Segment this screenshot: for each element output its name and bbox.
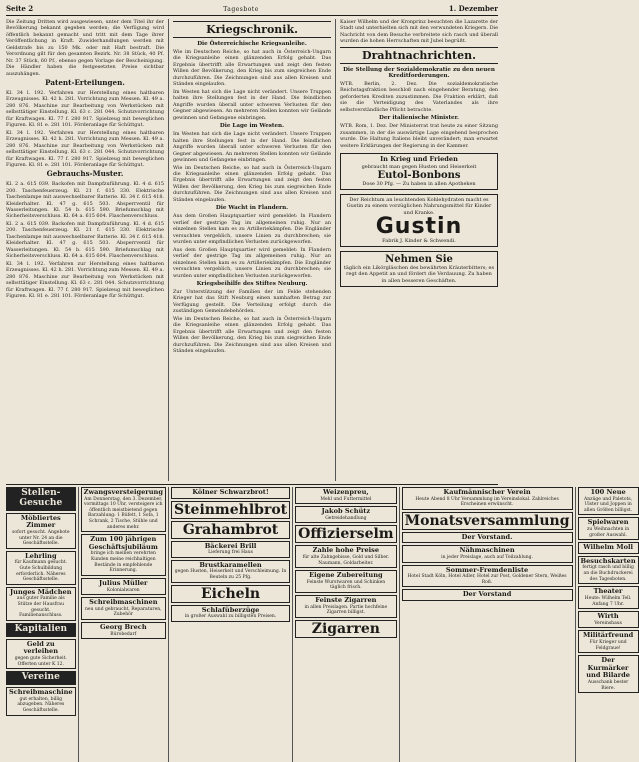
- ad-text: Der Reichtum an leuchtenden Kohlehydraten macht es Gustin zu einem vorzüglichen Nahrungsmittel für Kinder und Kranke.: [346, 197, 492, 216]
- classified-ad: [295, 570, 396, 593]
- page-date: 1. Dezember: [448, 4, 498, 13]
- article-text: Kl. 34 l. 192. Verfahren zur Herstellung eines haltbaren Erzeugnisses. Kl. 42 h. 281. Vorrichtung zum Messen. Kl. 49 a. 280 876. Maschine zur Bearbeitung von Werkstücken mit selbsttätiger Einstellung. Kl. 63 c. 281 044. Schutzvorrichtung für Kraftwagen. Kl. 77 f. 280 917. Spielzeug mit beweglichen Figuren. Kl. 81 e. 281 101. Förderanlage für Schüttgut.: [6, 89, 164, 129]
- ad-text: für Kaufmann gesucht. Gute Schulbildung erforderlich. Näheres Geschäftsstelle.: [14, 560, 67, 583]
- article-text: Wie im Deutschen Reiche, so hat auch in Österreich-Ungarn die Kriegsanleihe einen glänzenden Erfolg gehabt. Das Ergebnis übertrifft alle Erwartungen und zeigt den festen Willen der Bevölkerung, den Krieg bis zum siegreichen Ende durchzuführen. Die Zeichnungen sind aus allen Kreisen und Ständen eingelaufen.: [173, 315, 331, 355]
- ad-title: Spielwaren: [587, 518, 629, 527]
- ad-text: Heute Abend 8 Uhr Versammlung im Vereinslokal. Zahlreiches Erscheinen erwünscht.: [415, 496, 559, 508]
- ad-text: neu und gebraucht, Reparaturen, Zubehör: [85, 606, 162, 618]
- classified-ads: [6, 484, 636, 762]
- ad-text: täglich ein Likörgläschen des bewährten Kräuterbitters; es regt den Appetit an und fördert die Verdauung. Zu haben in allen besseren Geschäften.: [343, 265, 495, 284]
- ad-column-2: [78, 487, 168, 762]
- ad-text: gut erhalten, billig abzugeben. Näheres Geschäftsstelle.: [17, 696, 65, 713]
- kriegschronik-title: Kriegschronik.: [173, 21, 331, 38]
- ad-title: Bäckerei Brill: [204, 541, 257, 550]
- ad-title: Militärfreund: [582, 631, 634, 640]
- classified-ad: [402, 512, 573, 530]
- article-text: Kaiser Wilhelm und der Kronprinz besuchten die Lazarette der Stadt und unterhielten sich mit den verwundeten Kriegern. Die Nachricht von dem Besuche verbreitete sich rasch und überall wurden die hohen Herrschaften mit Jubel begrüßt.: [340, 19, 498, 45]
- ad-text: Anzüge und Paletots, Ulster und Joppen in allen Größen billigst.: [584, 496, 633, 513]
- ad-text: Ausschank bester Biere.: [587, 679, 629, 691]
- ad-title: Sommer-Fremdenliste: [445, 565, 529, 574]
- ad-headline: Monatsversammlung: [404, 512, 570, 529]
- ad-title: Schreibmaschine: [9, 688, 73, 697]
- classified-ad: [171, 487, 290, 499]
- classified-ad: [81, 578, 166, 595]
- article-text: Wie im Deutschen Reiche, so hat auch in Österreich-Ungarn die Kriegsanleihe einen glänzenden Erfolg gehabt. Das Ergebnis übertrifft alle Erwartungen und zeigt den festen Willen der Bevölkerung, den Krieg bis zum siegreichen Ende durchzuführen. Die Zeichnungen sind aus allen Kreisen und Ständen eingelaufen.: [173, 164, 331, 203]
- ad-headline: Offizierselm: [298, 526, 394, 543]
- ad-title: Zahle hohe Preise: [312, 546, 380, 555]
- ad-headline: In Krieg und Frieden: [380, 155, 458, 164]
- classified-ad: [295, 525, 396, 543]
- ad-title: Der Vorstand: [462, 590, 512, 599]
- ad-headline: Nehmen Sie: [385, 254, 453, 266]
- ad-text: Feinste Wurstwaren und Schinken täglich frisch.: [306, 579, 386, 591]
- ad-title: Kaufmännischer Verein: [443, 488, 531, 496]
- ad-text: gegen Husten, Heiserkeit und Verschleimung. In Beuteln zu 25 Pfg.: [174, 569, 287, 580]
- ad-title: Jakob Schütz: [321, 507, 371, 516]
- ad-text: in jeder Preislage, auch auf Teilzahlung.: [441, 554, 533, 560]
- classified-ad: [578, 556, 639, 584]
- ad-title: Brustkaramellen: [199, 560, 262, 569]
- section-title: Patent-Erteilungen.: [45, 78, 125, 88]
- ad-column-5: [399, 487, 575, 762]
- classified-ad: [171, 521, 290, 539]
- masthead: Tagesbote: [223, 6, 259, 13]
- classified-ad: [6, 623, 76, 637]
- ad-headline: Grahambrot: [182, 521, 279, 538]
- classified-ad: [578, 655, 639, 693]
- classified-ad: [81, 487, 166, 532]
- article-text: Aus dem Großen Hauptquartier wird gemeldet: In Flandern verlief der gestrige Tag im allgemeinen ruhig. Nur an einzelnen Stellen kam es zu Artilleriekämpfen. Die Engländer versuchten vergeblich, unsere Linien zu durchbrechen; sie wurden unter empfindlichen Verlusten zurückgeworfen.: [173, 213, 331, 246]
- ad-title: Nähmaschinen: [459, 546, 515, 555]
- ad-title: Der Vorstand.: [461, 532, 513, 541]
- ad-text: Am Donnerstag, den 3. Dezember, vormittags 10 Uhr, versteigere ich öffentlich meistbietend gegen Barzahlung: 1 Büfett, 1 Sofa, 1 Schrank, 2 Tische, Stühle und anderes mehr.: [83, 496, 163, 530]
- classified-ad: [171, 501, 290, 519]
- nehmen-sie-ad: [340, 251, 498, 287]
- classified-ad: [6, 513, 76, 549]
- ad-text: aus guter Familie als Stütze der Hausfrau gesucht. Familienanschluss.: [16, 596, 65, 619]
- article-text: Im Westen hat sich die Lage nicht verändert. Unsere Truppen halten ihre Stellungen fest in der Hand. Die feindlichen Angriffe wurden überall unter schweren Verlusten für den Gegner abgewiesen. An mehreren Stellen konnten wir Gelände gewinnen und Gefangene einbringen.: [173, 88, 331, 121]
- ad-title: Vereine: [21, 672, 60, 683]
- ad-text: sofort gesucht. Angebote unter Nr. 24 an die Geschäftsstelle.: [12, 529, 70, 547]
- gustin-ad: [340, 194, 498, 247]
- classified-ad: [402, 532, 573, 544]
- ad-column-1: [6, 487, 78, 762]
- classified-ad: [402, 487, 573, 510]
- ad-text: bringe ich meinen verehrten Kunden meine reichhaltigen Bestände in empfehlende Erinnerung.: [90, 551, 156, 574]
- classified-ad: [6, 639, 76, 669]
- ad-title: Kapitalien: [14, 623, 68, 634]
- ad-column-4: [292, 487, 398, 762]
- classified-ad: [578, 542, 639, 554]
- ad-text: Dose 30 Pfg. — Zu haben in allen Apotheken: [362, 180, 476, 187]
- ad-product: Eutol-Bonbons: [377, 169, 461, 181]
- ad-text: Bürobedarf: [110, 631, 137, 637]
- ad-title: Eigene Zubereitung: [309, 571, 383, 580]
- drahtnachrichten-title: Drahtnachrichten.: [340, 47, 498, 64]
- article-text: Zur Unterstützung der Familien der im Felde stehenden Krieger hat das Stift Neuburg einen namhaften Betrag zur Verfügung gestellt. Die Verteilung erfolgt durch die zuständigen Gemeindebehörden.: [173, 289, 331, 315]
- ad-text: für alte Zahngebisse, Gold und Silber. Naumann, Goldarbeiter.: [302, 554, 390, 566]
- article-text: WTB. Rom, 1. Dez. Der Ministerrat trat heute zu einer Sitzung zusammen, in der die auswärtige Lage eingehend besprochen wurde. Die Haltung Italiens bleibt unverändert; man erwartet weitere Erklärungen der Regierung in der Kammer.: [340, 123, 498, 149]
- classified-ad: [295, 620, 396, 638]
- ad-title: Besuchskarten: [580, 556, 636, 565]
- ad-text: Heute: Wilhelm Tell. Anfang 7 Uhr.: [584, 595, 632, 607]
- ad-text: Lieferung frei Haus: [208, 550, 253, 556]
- ad-column-3: [168, 487, 292, 762]
- classified-ad: [6, 551, 76, 585]
- ad-title: Stellen-Gesuche: [19, 488, 63, 508]
- ad-title: Georg Brech: [99, 623, 147, 632]
- classified-ad: [6, 487, 76, 511]
- classified-ad: [6, 587, 76, 621]
- classified-ad: [295, 595, 396, 618]
- article-text: Kl. 2 a. 615 039. Backofen mit Dampfzuführung. Kl. 4 d. 615 200. Taschenfeuerzeug. Kl. 21 f. 615 330. Elektrische Taschenlampe mit auswechselbarer Batterie. Kl. 34 f. 615 418. Kleiderhalter. Kl. 47 g. 615 503. Absperrventil für Wasserleitungen. Kl. 54 b. 615 590. Briefumschlag mit Sicherheitsverschluss. Kl. 64 a. 615 604. Flaschenverschluss.: [6, 220, 164, 260]
- ad-text: in allen Preislagen. Partie hochfeine Zigarren billigst.: [304, 604, 388, 616]
- ad-title: Schreibmaschinen: [89, 598, 158, 607]
- page-header: [6, 4, 498, 16]
- classified-ad: [578, 586, 639, 609]
- classified-ad: [6, 687, 76, 715]
- ad-text: zu Weihnachten in großer Auswahl.: [587, 527, 630, 538]
- classified-ad: [402, 545, 573, 562]
- ad-maker: Fabrik J. Kinder & Schwendi.: [382, 237, 456, 244]
- ad-title: Kölner Schwarzbrot!: [192, 488, 269, 496]
- article-heading: Die Lage im Westen.: [219, 123, 285, 130]
- classified-ad: [295, 545, 396, 568]
- classified-ad: [578, 517, 639, 540]
- classified-ad: [295, 487, 396, 504]
- ad-title: Wilhelm Moll: [583, 543, 633, 552]
- classified-ad: [81, 534, 166, 576]
- ad-title: Theater: [593, 587, 623, 596]
- classified-ad: [81, 597, 166, 620]
- ad-text: Mehl und Futtermittel: [320, 496, 372, 502]
- ad-title: Schlafüberzüge: [201, 605, 260, 614]
- ad-title: Feinste Zigarren: [315, 596, 377, 605]
- eutol-ad: [340, 153, 498, 190]
- article-heading: Die Stellung der Sozialdemokratie zu den neuen Kreditforderungen.: [343, 66, 495, 79]
- ad-title: Julius Müller: [99, 578, 148, 587]
- classified-ad: [171, 585, 290, 603]
- classified-ad: [578, 630, 639, 653]
- classified-ad: [171, 560, 290, 583]
- ad-text: Für Krieger und Feldgraue!: [589, 639, 627, 651]
- article-heading: Kriegsbeihilfe des Stiftes Neuburg.: [196, 281, 308, 287]
- ad-title: Möbliertes Zimmer: [20, 513, 61, 530]
- ad-headline: Steinmehlbrot: [173, 501, 288, 518]
- page-number: Seite 2: [6, 4, 34, 13]
- ad-headline: Zigarren: [311, 620, 380, 637]
- ad-title: Geld zu verleihen: [23, 639, 59, 656]
- article-heading: Der italienische Minister.: [379, 115, 459, 122]
- article-text: Aus dem Großen Hauptquartier wird gemeldet: In Flandern verlief der gestrige Tag im allgemeinen ruhig. Nur an einzelnen Stellen kam es zu Artilleriekämpfen. Die Engländer versuchten vergeblich, unsere Linien zu durchbrechen; sie wurden unter empfindlichen Verlusten zurückgeworfen.: [173, 246, 331, 279]
- column-3: [335, 19, 498, 481]
- article-text: Die Zeitung Dritten wird ausgewiesen, unter dem Titel ihr der Bevölkerung bekannt gegeben werden; die Verfügung wird öffentlich bekannt gemacht und tritt mit dem Tage ihrer Veröffentlichung in Kraft. Zuwiderhandlungen werden mit Geldstrafe bis zu 150 Mk. oder mit Haft bestraft. Die Verordnung gilt für den gesamten Bezirk. Nr. 38 Stück, 40 Pf. Nr. 37 Stück, 60 Pf., ebenso gegen Vorlage der Bescheinigung. Die Händler haben die festgesetzten Preise sichtbar auszuhängen.: [6, 19, 164, 77]
- ad-column-6: [575, 487, 639, 762]
- column-1: [6, 19, 168, 481]
- ad-title: Lehrling: [25, 551, 57, 560]
- article-heading: Die Österreichische Kriegsanleihe.: [197, 41, 307, 47]
- ad-text: Vereinshaus: [594, 620, 622, 626]
- main-columns: [6, 19, 498, 481]
- ad-title: Zwangsversteigerung: [83, 488, 163, 496]
- article-text: Kl. 2 a. 615 039. Backofen mit Dampfzuführung. Kl. 4 d. 615 200. Taschenfeuerzeug. Kl. 21 f. 615 330. Elektrische Taschenlampe mit auswechselbarer Batterie. Kl. 34 f. 615 418. Kleiderhalter. Kl. 47 g. 615 503. Absperrventil für Wasserleitungen. Kl. 54 b. 615 590. Briefumschlag mit Sicherheitsverschluss. Kl. 64 a. 615 604. Flaschenverschluss.: [6, 181, 164, 220]
- ad-text: Hotel Stadt Köln, Hotel Adler, Hotel zur Post, Goldener Stern, Weißes Roß.: [407, 574, 567, 585]
- ad-text: gegen gute Sicherheit. Offerten unter K 12.: [14, 656, 67, 667]
- ad-text: Getreidehandlung: [325, 515, 367, 521]
- article-text: Kl. 34 l. 192. Verfahren zur Herstellung eines haltbaren Erzeugnisses. Kl. 42 h. 281. Vorrichtung zum Messen. Kl. 49 a. 280 876. Maschine zur Bearbeitung von Werkstücken mit selbsttätiger Einstellung. Kl. 63 c. 281 044. Schutzvorrichtung für Kraftwagen. Kl. 77 f. 280 917. Spielzeug mit beweglichen Figuren. Kl. 81 e. 281 101. Förderanlage für Schüttgut.: [6, 260, 164, 300]
- ad-title: 100 Neue: [590, 488, 626, 496]
- ad-title: Der Kurmärker und Bilarde: [586, 656, 630, 680]
- classified-ad: [81, 622, 166, 639]
- ad-title: Junges Mädchen: [10, 587, 72, 596]
- ad-text: Kolonialwaren: [106, 587, 140, 593]
- classified-ad: [402, 589, 573, 601]
- classified-ad: [402, 565, 573, 588]
- classified-ad: [171, 541, 290, 558]
- article-text: Kl. 34 l. 192. Verfahren zur Herstellung eines haltbaren Erzeugnisses. Kl. 42 h. 281. Vorrichtung zum Messen. Kl. 49 a. 280 876. Maschine zur Bearbeitung von Werkstücken mit selbsttätiger Einstellung. Kl. 63 c. 281 044. Schutzvorrichtung für Kraftwagen. Kl. 77 f. 280 917. Spielzeug mit beweglichen Figuren. Kl. 81 e. 281 101. Förderanlage für Schüttgut.: [6, 129, 164, 169]
- ad-title: Weizenpreu,: [323, 488, 369, 496]
- ad-text: in großer Auswahl zu billigsten Preisen.: [184, 614, 277, 620]
- classified-ad: [295, 506, 396, 523]
- classified-ad: [6, 671, 76, 685]
- ad-text: gebraucht man gegen Husten und Heiserkeit: [361, 163, 477, 170]
- gustin-brand: Gustin: [375, 213, 463, 239]
- section-title: Gebrauchs-Muster.: [46, 169, 124, 179]
- ad-title: Zum 100 jährigen Geschäftsjubiläum: [88, 535, 158, 551]
- classified-ad: [578, 611, 639, 628]
- column-2: [168, 19, 335, 481]
- article-text: WTB. Berlin, 2. Dez. Die sozialdemokratische Reichstagsfraktion beschloß nach eingehender Beratung, den geforderten Krediten zuzustimmen. Die Fraktion erklärt, daß sie die Verteidigung des Vaterlandes als ihre selbstverständliche Pflicht betrachte.: [340, 80, 498, 113]
- article-text: Im Westen hat sich die Lage nicht verändert. Unsere Truppen halten ihre Stellungen fest in der Hand. Die feindlichen Angriffe wurden überall unter schweren Verlusten für den Gegner abgewiesen. An mehreren Stellen konnten wir Gelände gewinnen und Gefangene einbringen.: [173, 131, 331, 164]
- ad-headline: Eicheln: [200, 585, 261, 602]
- classified-ad: [171, 605, 290, 622]
- classified-ad: [578, 487, 639, 515]
- ad-text: fertigt rasch und billig an die Buchdruckerei des Tagesboten.: [582, 565, 634, 582]
- article-text: Wie im Deutschen Reiche, so hat auch in Österreich-Ungarn die Kriegsanleihe einen glänzenden Erfolg gehabt. Das Ergebnis übertrifft alle Erwartungen und zeigt den festen Willen der Bevölkerung, den Krieg bis zum siegreichen Ende durchzuführen. Die Zeichnungen sind aus allen Kreisen und Ständen eingelaufen.: [173, 49, 331, 88]
- ad-title: Wirth: [597, 612, 619, 621]
- article-heading: Die Wacht in Flandern.: [215, 205, 289, 212]
